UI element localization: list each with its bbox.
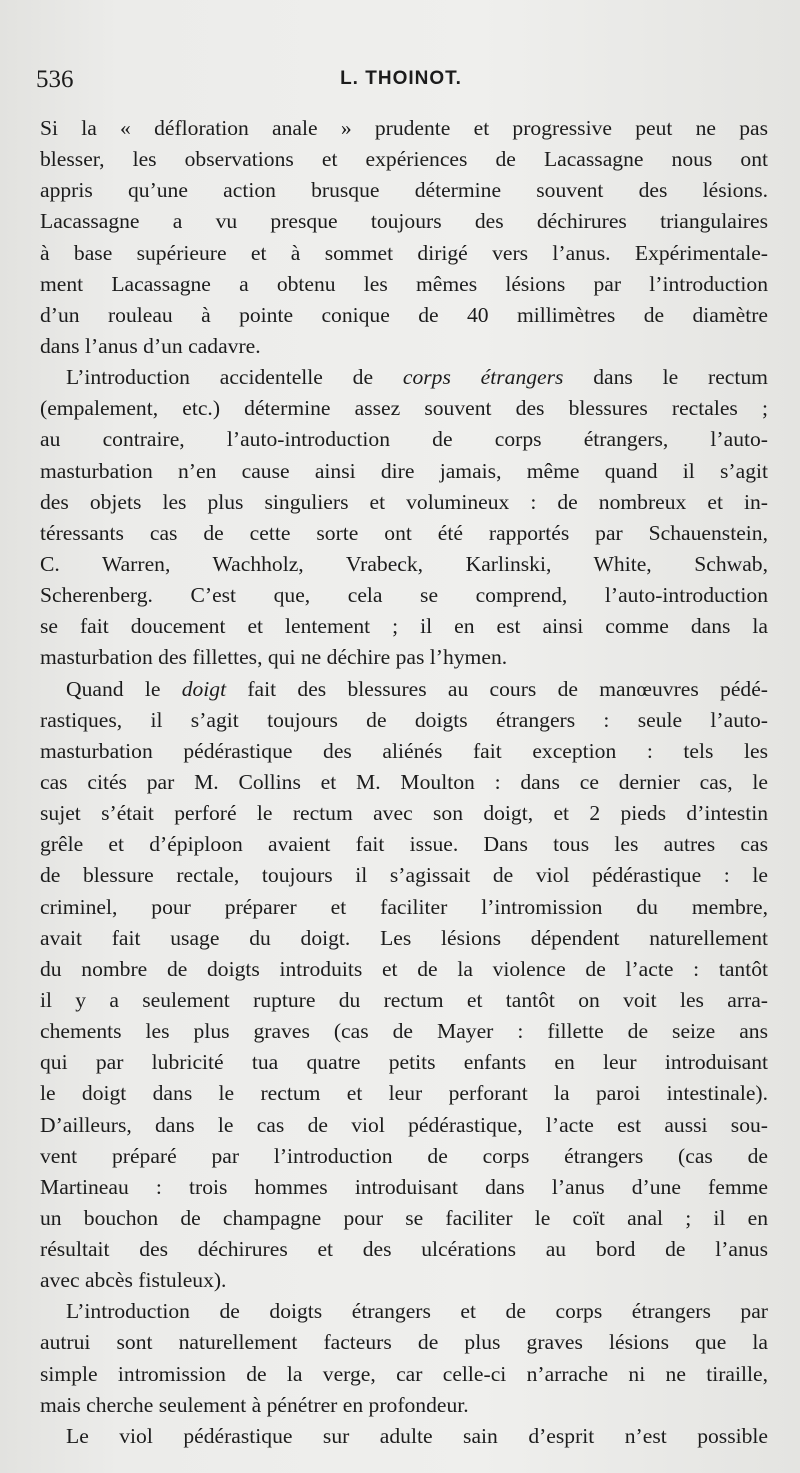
text-line: Le viol pédérastique sur adulte sain d’esprit n’est possible bbox=[66, 1423, 768, 1448]
text-line: résultait des déchirures et des ulcérations au bord de l’anus bbox=[40, 1237, 768, 1262]
running-head: L. THOINOT. bbox=[340, 68, 462, 89]
text-segment: fait des blessures au cours de manœuvres pédé- bbox=[226, 676, 768, 701]
text-line: cas cités par M. Collins et M. Moulton : dans ce dernier cas, le bbox=[40, 769, 768, 794]
text-line: un bouchon de champagne pour se faciliter le coït anal ; il en bbox=[40, 1205, 768, 1230]
text-segment: Quand le bbox=[66, 676, 182, 701]
text-line: d’un rouleau à pointe conique de 40 millimètres de diamètre bbox=[40, 302, 768, 327]
text-segment: dans le rectum bbox=[563, 365, 768, 390]
text-line bbox=[40, 674, 768, 705]
text-line: Scherenberg. C’est que, cela se comprend, l’auto-introduction bbox=[40, 583, 768, 608]
text-line: criminel, pour préparer et faciliter l’intromission du membre, bbox=[40, 894, 768, 919]
text-segment: L’introduction accidentelle de bbox=[66, 365, 403, 390]
text-line: téressants cas de cette sorte ont été rapportés par Schauenstein, bbox=[40, 520, 768, 545]
text-line: masturbation des fillettes, qui ne déchire pas l’hymen. bbox=[40, 645, 508, 670]
body-text bbox=[40, 113, 768, 1452]
text-line: C. Warren, Wachholz, Vrabeck, Karlinski, White, Schwab, bbox=[40, 551, 768, 576]
text-line: dans l’anus d’un cadavre. bbox=[40, 333, 261, 358]
text-line: masturbation n’en cause ainsi dire jamais, même quand il s’agit bbox=[40, 458, 768, 483]
text-line: au contraire, l’auto-introduction de corps étrangers, l’auto- bbox=[40, 427, 768, 452]
text-line: à base supérieure et à sommet dirigé vers l’anus. Expérimentale- bbox=[40, 240, 768, 265]
text-line: avec abcès fistuleux). bbox=[40, 1268, 227, 1293]
text-line: simple intromission de la verge, car celle-ci n’arrache ni ne tiraille, bbox=[40, 1361, 768, 1386]
text-line: D’ailleurs, dans le cas de viol pédérastique, l’acte est aussi sou- bbox=[40, 1112, 768, 1137]
text-line: de blessure rectale, toujours il s’agissait de viol pédérastique : le bbox=[40, 863, 768, 888]
text-line: appris qu’une action brusque détermine souvent des lésions. bbox=[40, 178, 768, 203]
text-line: Martineau : trois hommes introduisant dans l’anus d’une femme bbox=[40, 1174, 768, 1199]
text-line: autrui sont naturellement facteurs de plus graves lésions que la bbox=[40, 1330, 768, 1355]
text-line bbox=[40, 362, 768, 393]
text-line: rastiques, il s’agit toujours de doigts étrangers : seule l’auto- bbox=[40, 707, 768, 732]
italic-term: corps étrangers bbox=[402, 365, 564, 390]
text-line: vent préparé par l’introduction de corps étrangers (cas de bbox=[40, 1143, 768, 1168]
text-line: le doigt dans le rectum et leur perforant la paroi intestinale). bbox=[40, 1081, 768, 1106]
page-number: 536 bbox=[36, 66, 74, 93]
text-line: (empalement, etc.) détermine assez souvent des blessures rectales ; bbox=[40, 396, 768, 421]
text-line: se fait doucement et lentement ; il en est ainsi comme dans la bbox=[40, 614, 768, 639]
text-line: masturbation pédérastique des aliénés fait exception : tels les bbox=[40, 738, 768, 763]
text-line: du nombre de doigts introduits et de la violence de l’acte : tantôt bbox=[40, 956, 768, 981]
text-line: chements les plus graves (cas de Mayer : fillette de seize ans bbox=[40, 1019, 768, 1044]
text-line: sujet s’était perforé le rectum avec son doigt, et 2 pieds d’intestin bbox=[40, 801, 768, 826]
text-line: avait fait usage du doigt. Les lésions dépendent naturellement bbox=[40, 925, 768, 950]
page-header bbox=[36, 66, 766, 96]
text-line: grêle et d’épiploon avaient fait issue. Dans tous les autres cas bbox=[40, 832, 768, 857]
text-line: L’introduction de doigts étrangers et de corps étrangers par bbox=[66, 1299, 768, 1324]
text-line: mais cherche seulement à pénétrer en profondeur. bbox=[40, 1392, 469, 1417]
text-line: blesser, les observations et expériences de Lacassagne nous ont bbox=[40, 147, 768, 172]
text-line: il y a seulement rupture du rectum et tantôt on voit les arra- bbox=[40, 987, 768, 1012]
text-line: ment Lacassagne a obtenu les mêmes lésions par l’introduction bbox=[40, 271, 768, 296]
text-line: qui par lubricité tua quatre petits enfants en leur introduisant bbox=[40, 1050, 768, 1075]
text-line: des objets les plus singuliers et volumineux : de nombreux et in- bbox=[40, 489, 768, 514]
text-line: Lacassagne a vu presque toujours des déchirures triangulaires bbox=[40, 209, 768, 234]
text-line: Si la « défloration anale » prudente et progressive peut ne pas bbox=[40, 116, 768, 140]
italic-term: doigt bbox=[181, 676, 227, 701]
